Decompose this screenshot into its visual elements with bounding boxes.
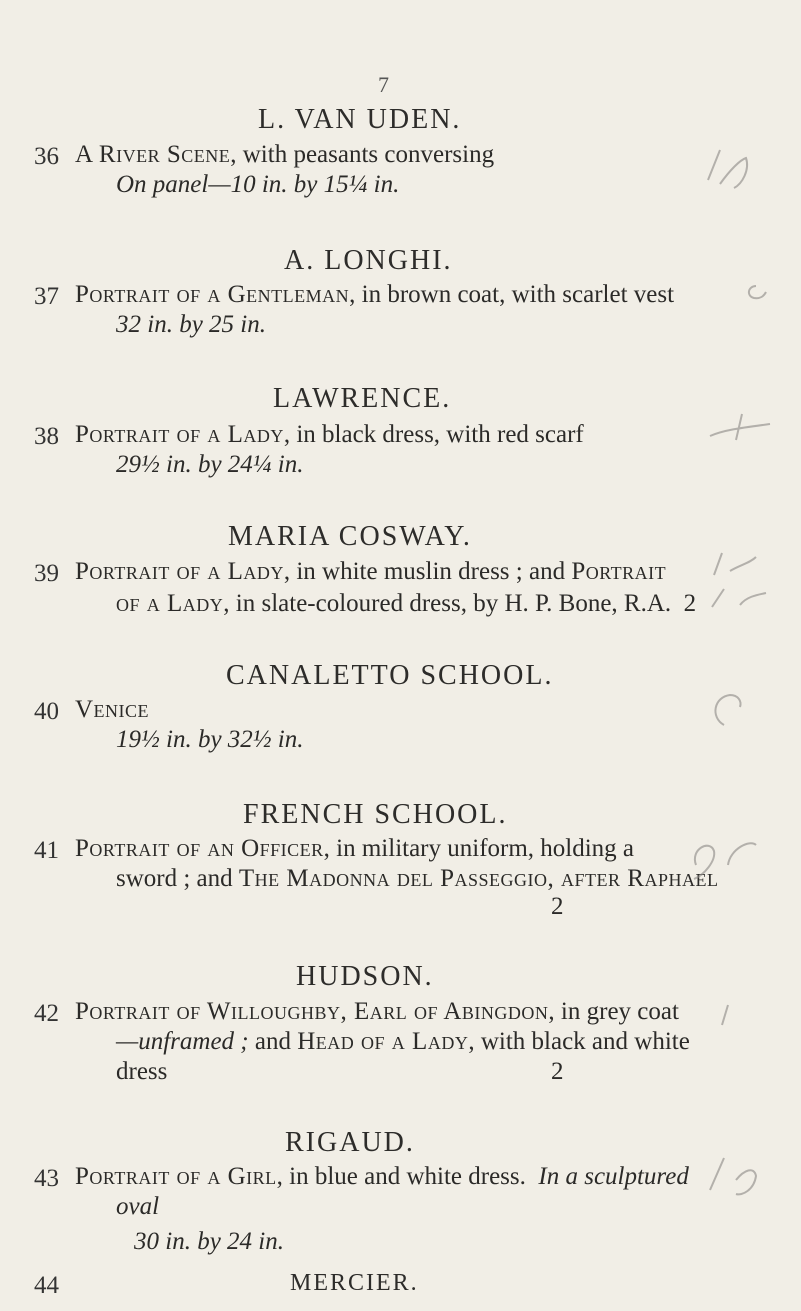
pencil-annotation bbox=[700, 270, 790, 310]
lot-number: 37 bbox=[34, 283, 59, 310]
lot-number: 42 bbox=[34, 1000, 59, 1027]
lot-count: 2 bbox=[683, 590, 697, 617]
pencil-annotation bbox=[700, 400, 790, 450]
artist-heading: CANALETTO SCHOOL. bbox=[226, 660, 554, 691]
lot-detail-3: , after Raphael bbox=[547, 865, 719, 892]
lot-number: 44 bbox=[34, 1272, 59, 1299]
lot-detail-join: and bbox=[248, 1028, 298, 1055]
lot-detail-3: , with black and white bbox=[468, 1028, 690, 1055]
lot-detail-2: , in slate-coloured dress, by H. P. Bone, R.A. bbox=[223, 590, 672, 617]
lot-size: On panel—10 in. by 15¼ in. bbox=[116, 171, 400, 198]
pencil-annotation bbox=[680, 825, 790, 885]
artist-heading: HUDSON. bbox=[296, 961, 434, 992]
artist-heading: FRENCH SCHOOL. bbox=[243, 799, 508, 830]
lot-size: 30 in. by 24 in. bbox=[134, 1228, 284, 1255]
lot-description bbox=[75, 281, 674, 309]
lot-title: Venice bbox=[75, 696, 150, 723]
lot-detail-2: —unframed ; bbox=[116, 1028, 249, 1055]
frame-note: In a sculptured bbox=[538, 1163, 689, 1190]
lot-description bbox=[75, 141, 494, 169]
lot-number: 43 bbox=[34, 1165, 59, 1192]
lot-description bbox=[75, 998, 679, 1026]
lot-title: Portrait of a Gentleman bbox=[75, 281, 350, 308]
lot-number: 40 bbox=[34, 698, 59, 725]
lot-size: 19½ in. by 32½ in. bbox=[116, 726, 304, 753]
lot-detail: , in black dress, with red scarf bbox=[283, 421, 584, 448]
lot-description-line2 bbox=[116, 590, 696, 618]
pencil-annotation bbox=[700, 545, 795, 615]
lot-title: Portrait of a Lady bbox=[75, 558, 284, 585]
pencil-annotation bbox=[690, 685, 770, 740]
artist-heading: A. LONGHI. bbox=[284, 245, 453, 276]
lot-detail: , in military uniform, holding a bbox=[323, 835, 635, 862]
artist-heading: MERCIER. bbox=[290, 1270, 419, 1296]
lot-number: 41 bbox=[34, 837, 59, 864]
lot-description bbox=[75, 421, 584, 449]
lot-title: Portrait of a Girl bbox=[75, 1163, 277, 1190]
artist-heading: MARIA COSWAY. bbox=[228, 521, 472, 552]
lot-title-2-cont: of a Lady bbox=[116, 590, 224, 617]
lot-title: Portrait of a Lady bbox=[75, 421, 284, 448]
lot-size: 29½ in. by 24¼ in. bbox=[116, 451, 304, 478]
lot-count: 2 bbox=[551, 1058, 564, 1085]
pencil-annotation bbox=[690, 140, 790, 200]
artist-heading: L. VAN UDEN. bbox=[258, 104, 462, 135]
lot-description bbox=[75, 558, 666, 586]
lot-detail: , in grey coat bbox=[548, 998, 679, 1025]
lot-description-line2 bbox=[116, 865, 718, 893]
lot-title: A River Scene bbox=[75, 141, 231, 168]
lot-detail: , with peasants conversing bbox=[230, 141, 495, 168]
lot-title-2: Head of a Lady bbox=[297, 1028, 469, 1055]
lot-detail-2: sword ; and bbox=[116, 865, 233, 892]
lot-number: 39 bbox=[34, 560, 59, 587]
lot-description-line2 bbox=[116, 1028, 690, 1056]
lot-description-line3: dress bbox=[116, 1058, 168, 1085]
frame-note-cont: oval bbox=[116, 1193, 160, 1220]
page-mark: 7 bbox=[378, 72, 389, 97]
pencil-annotation bbox=[690, 1140, 780, 1210]
lot-detail: , in blue and white dress. bbox=[276, 1163, 526, 1190]
artist-heading: RIGAUD. bbox=[285, 1127, 415, 1158]
lot-title: Portrait of an Officer bbox=[75, 835, 324, 862]
lot-detail: , in brown coat, with scarlet vest bbox=[349, 281, 675, 308]
artist-heading: LAWRENCE. bbox=[273, 383, 452, 414]
pencil-annotation bbox=[700, 995, 760, 1035]
lot-size: 32 in. by 25 in. bbox=[116, 311, 266, 338]
lot-detail: , in white muslin dress ; and bbox=[283, 558, 566, 585]
lot-title: Portrait of Willoughby, Earl of Abingdon bbox=[75, 998, 549, 1025]
lot-description bbox=[75, 835, 634, 863]
lot-description bbox=[75, 1163, 689, 1191]
lot-count: 2 bbox=[551, 893, 564, 920]
lot-number: 38 bbox=[34, 423, 59, 450]
lot-title-2: Portrait bbox=[571, 558, 667, 585]
lot-title-2: The Madonna del Passeggio bbox=[238, 865, 548, 892]
lot-number: 36 bbox=[34, 143, 59, 170]
